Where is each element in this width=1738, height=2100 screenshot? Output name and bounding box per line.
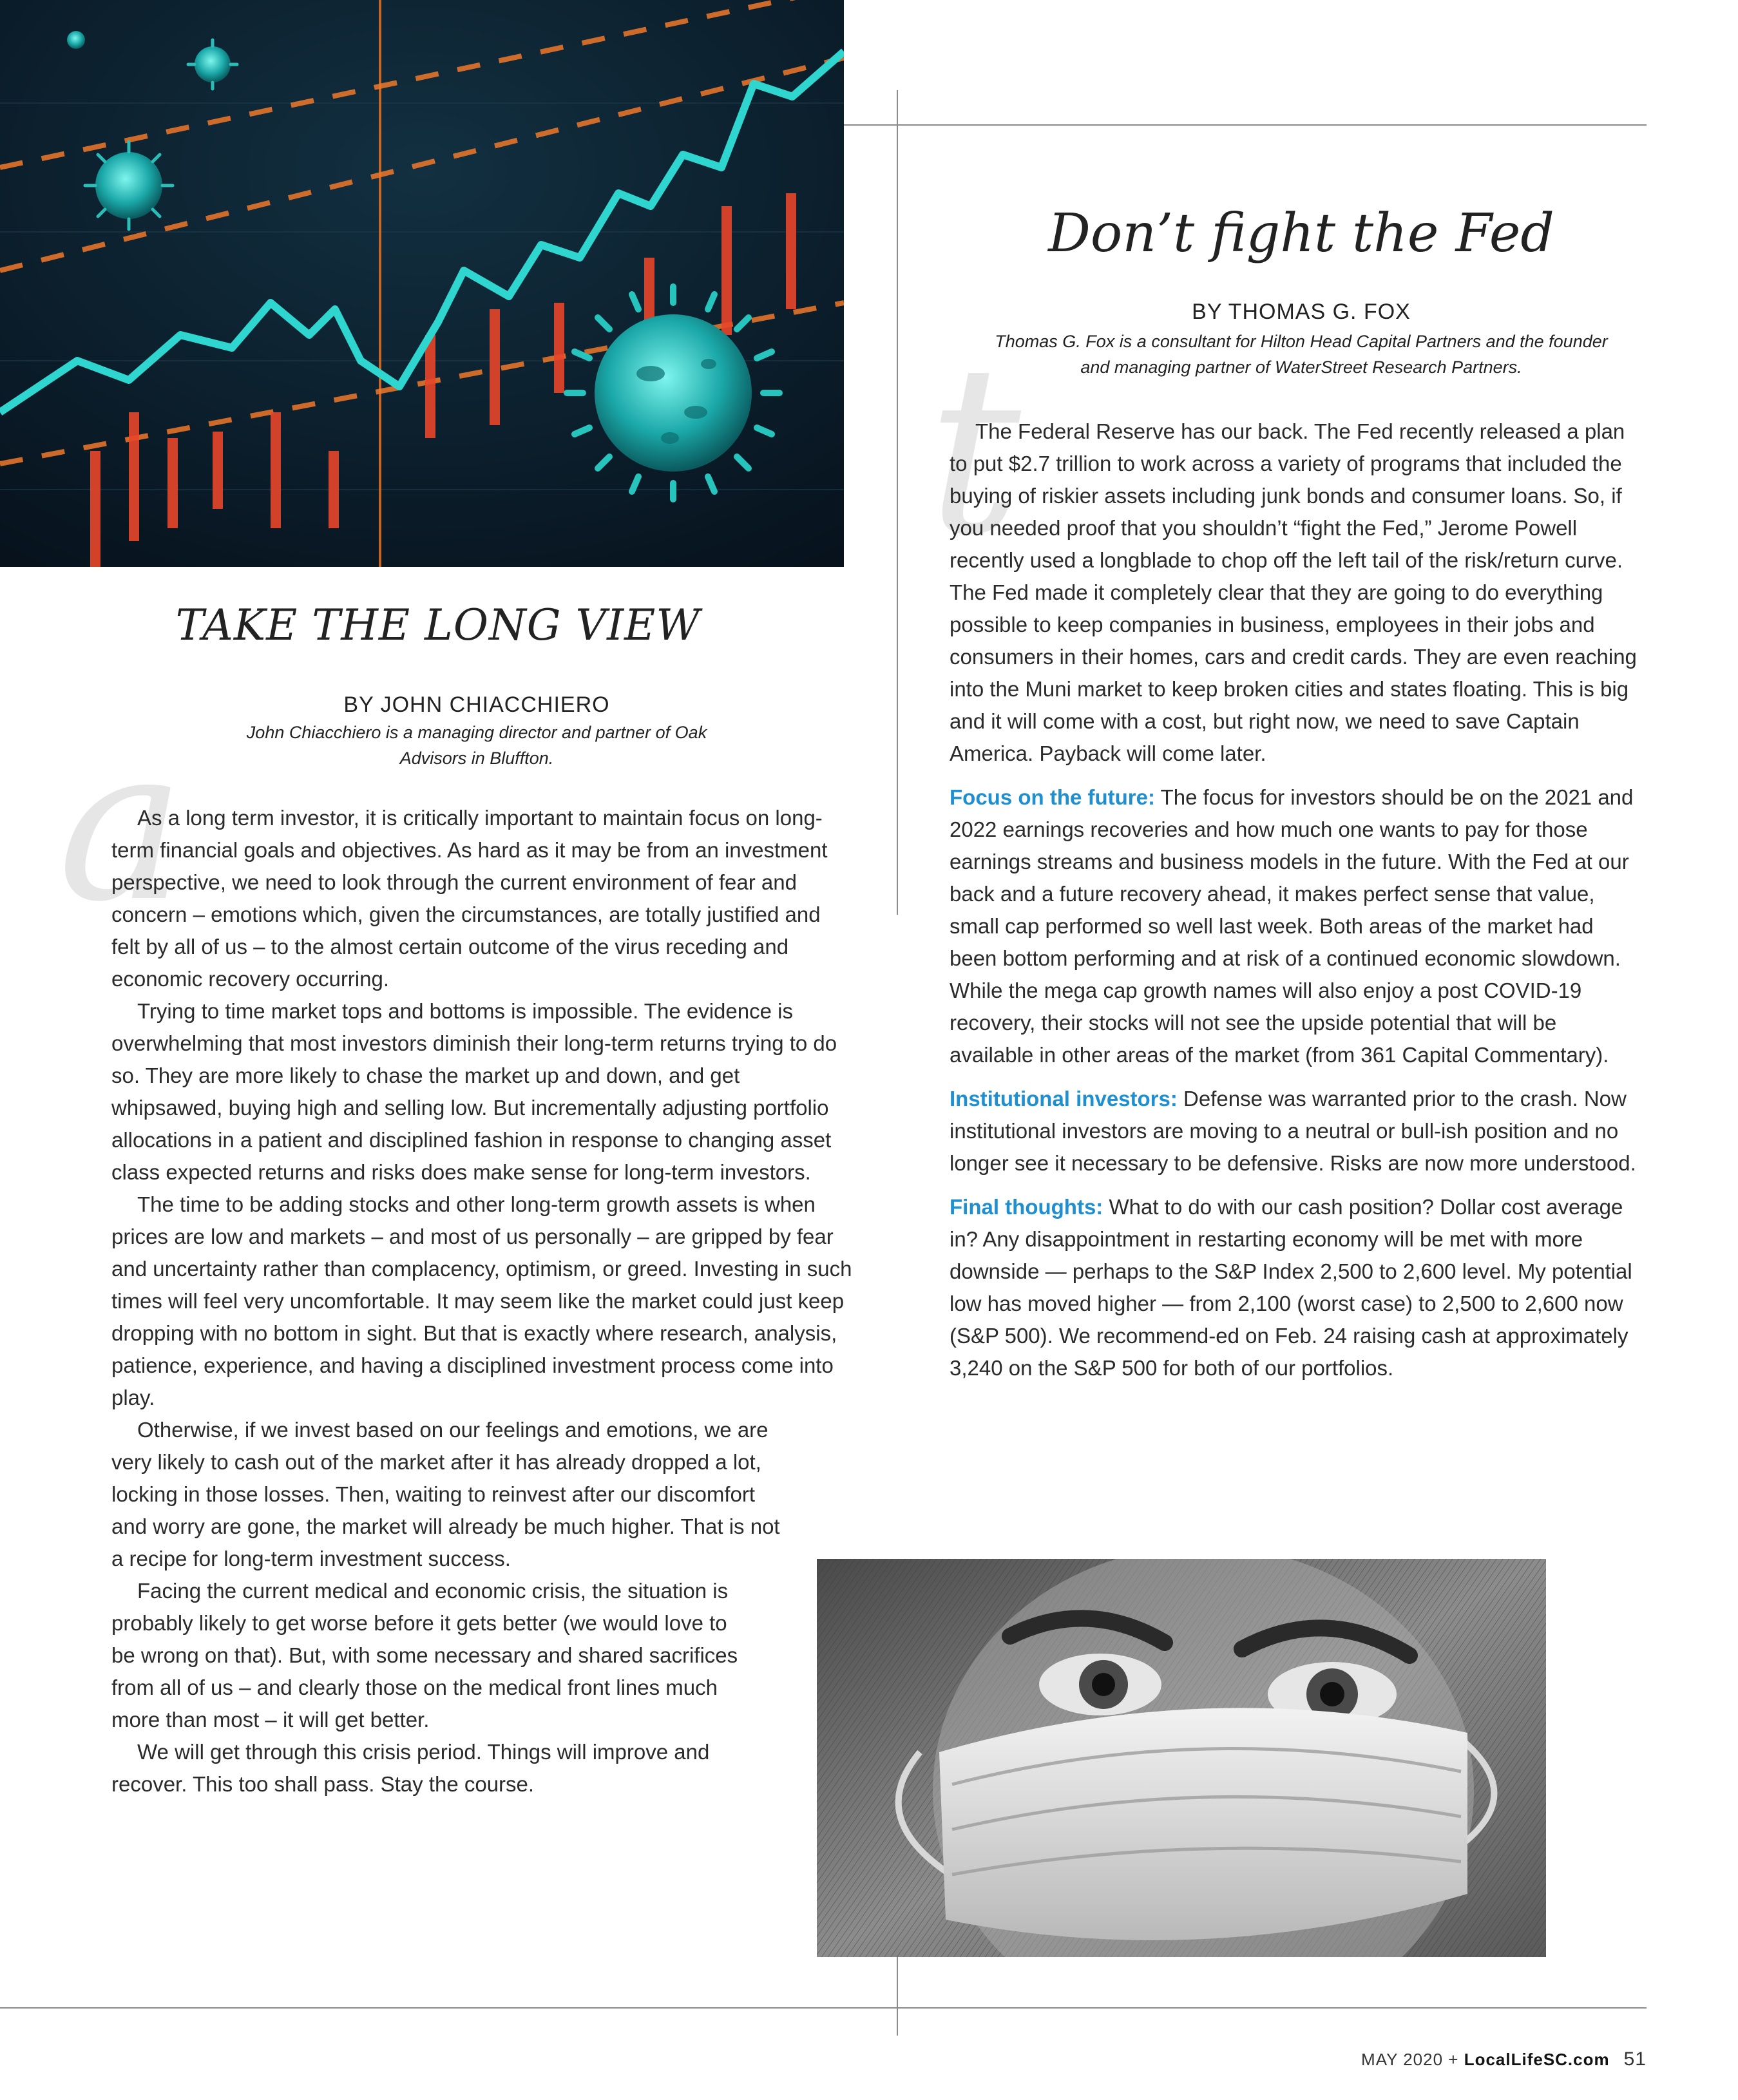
right-article-dropcap: t [928,316,1021,586]
section-lead-final: Final thoughts: [950,1195,1103,1219]
chart-photo-graphic [0,0,844,567]
banknote-photo-graphic [817,1559,1546,1957]
right-article-byline: BY THOMAS G. FOX [1192,300,1411,324]
left-article-dropcap: a [58,701,185,948]
masked-banknote-portrait-photo [817,1559,1546,1957]
right-article-author-bio: Thomas G. Fox is a consultant for Hilton Head Capital Partners and the founder and managing partner of WaterStreet Research Partners. [995,332,1608,377]
page-footer [1361,2048,1647,2070]
section-text-institutional: Defense was warranted prior to the crash. Now institutional investors are moving to a neutral or bull-ish position and no longer see it necessary to be defensive. Risks are now more understood. [950,1087,1636,1175]
section-text-focus: The focus for investors should be on the 2021 and 2022 earnings recoveries and how much one wants to pay for those earnings streams and business models in the future. With the Fed at our back and a future recovery ahead, it makes perfect sense that value, small cap performed so well last week. Both areas of the market had been bottom performing and at risk of a continued economic slowdown. While the mega cap growth names will also enjoy a post COVID-19 recovery, their stocks will not see the upside potential that will be available in other areas of the market (from 361 Capital Commentary). [950,785,1634,1067]
footer-divider-rule [0,2007,1647,2009]
right-article-body [950,415,1645,1396]
top-divider-rule [844,124,1647,126]
section-institutional-investors [950,1083,1645,1179]
left-paragraph-2: Trying to time market tops and bottoms is impossible. The evidence is overwhelming that most investors diminish their long-term returns trying to do so. They are more likely to chase the market up and down, and get whipsawed, buying high and selling low. But incrementally adjusting portfolio allocations in a patient and disciplined fashion in response to changing asset class expected returns and risks does make sense for long-term investors. [111,999,837,1184]
footer-issue: MAY 2020 + [1361,2050,1464,2069]
section-final-thoughts [950,1191,1645,1384]
section-focus-on-future [950,781,1645,1071]
left-article-title: TAKE THE LONG VIEW [175,600,701,650]
page-number: 51 [1623,2048,1647,2070]
right-article-title: Don’t fight the Fed [1048,203,1554,264]
left-article-body [111,802,852,1800]
left-article-author-bio: John Chiacchiero is a managing director and partner of Oak Advisors in Bluffton. [246,723,707,768]
section-lead-focus: Focus on the future: [950,785,1155,809]
left-paragraph-5: Facing the current medical and economic crisis, the situation is probably likely to get worse before it gets better (we would love to be wrong on that). But, with some necessary and shared sacrifices from all of us – and clearly those on the medical front lines much more than most – it will get better. [111,1579,738,1732]
left-paragraph-1: As a long term investor, it is critically important to maintain focus on long-term financial goals and objectives. As hard as it may be from an investment perspective, we need to look through the current environment of fear and concern – emotions which, given the circumstances, are totally justified and felt by all of us – to the almost certain outcome of the virus receding and economic recovery occurring. [111,806,828,991]
left-article-byline: BY JOHN CHIACCHIERO [343,692,610,717]
footer-site-link[interactable]: LocalLifeSC.com [1464,2050,1610,2069]
column-divider-rule [897,90,898,915]
left-paragraph-3: The time to be adding stocks and other long-term growth assets is when prices are low and markets – and most of us personally – are gripped by fear and uncertainty rather than complacency, optimism, or greed. Investing in such times will feel very uncomfortable. It may seem like the market could just keep dropping with no bottom in sight. But that is exactly where research, analysis, patience, experience, and having a disciplined investment process come into play. [111,1192,852,1409]
section-text-final: What to do with our cash position? Dollar cost average in? Any disappointment in restarting economy will be met with more downside — perhaps to the S&P Index 2,500 to 2,600 level. My potential low has moved higher — from 2,100 (worst case) to 2,500 to 2,600 now (S&P 500). We recommend-ed on Feb. 24 raising cash at approximately 3,240 on the S&P 500 for both of our portfolios. [950,1195,1632,1380]
market-chart-virus-photo [0,0,844,567]
left-paragraph-4: Otherwise, if we invest based on our feelings and emotions, we are very likely to cash out of the market after it has already dropped a lot, locking in those losses. Then, waiting to reinvest after our discomfort and worry are gone, the market will already be much higher. That is not a recipe for long-term investment success. [111,1418,780,1570]
right-intro-paragraph: The Federal Reserve has our back. The Fed recently released a plan to put $2.7 trillion to work across a variety of programs that included the buying of riskier assets including junk bonds and consumer loans. So, if you needed proof that you shouldn’t “fight the Fed,” Jerome Powell recently used a longblade to chop off the left tail of the risk/return curve. The Fed made it completely clear that they are going to do everything possible to keep companies in business, employees in their jobs and consumers in their homes, cars and credit cards. They are even reaching into the Muni market to keep broken cities and states floating. This is big and it will come with a cost, but right now, we need to save Captain America. Payback will come later. [950,419,1637,765]
section-lead-institutional: Institutional investors: [950,1087,1178,1111]
left-paragraph-6: We will get through this crisis period. Things will improve and recover. This too shall pass. Stay the course. [111,1740,710,1796]
